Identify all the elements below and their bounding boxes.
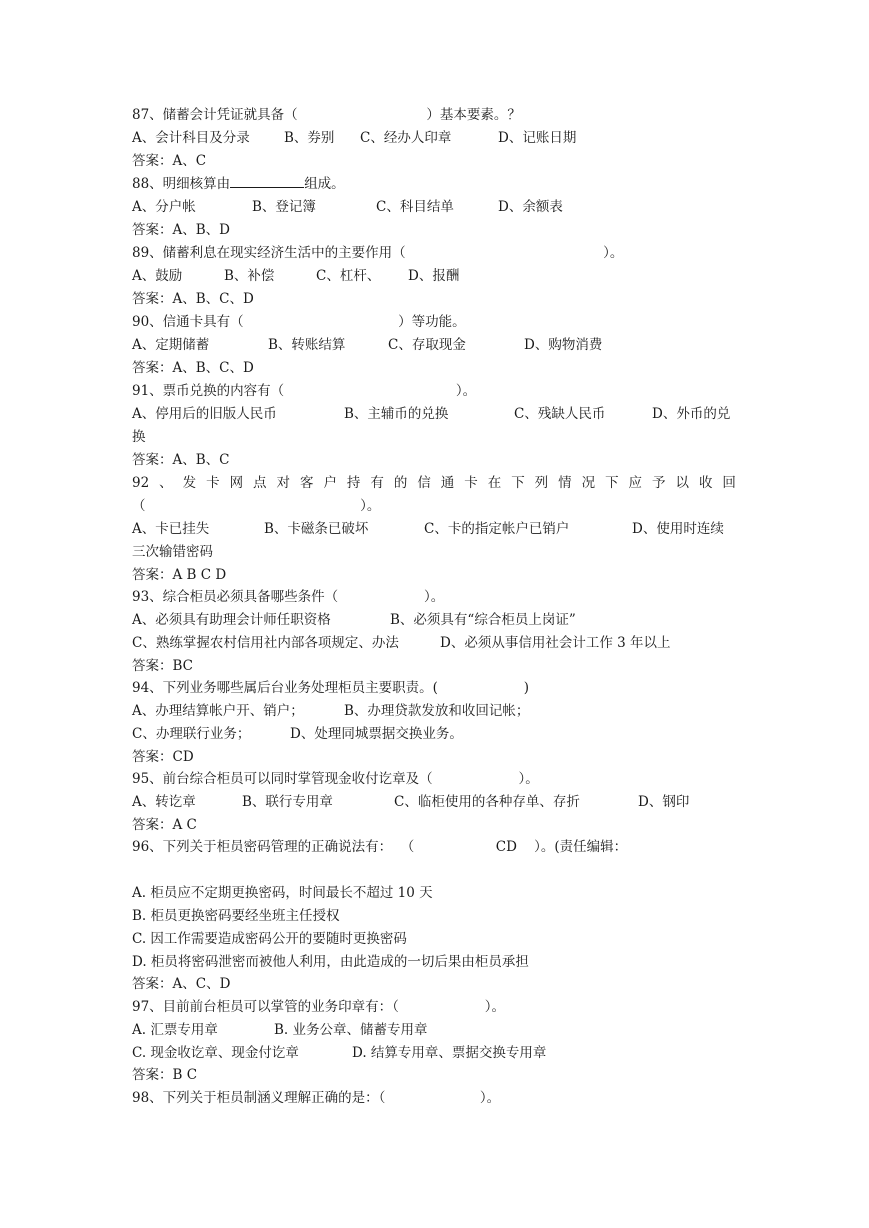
q95-option-d: D、钢印 — [638, 794, 690, 810]
q90-option-c: C、存取现金 — [388, 337, 466, 353]
q95-question: 95、前台综合柜员可以同时掌管现金收付讫章及（ ）。 — [132, 771, 539, 787]
q92-char: 信 — [417, 475, 431, 491]
q92-option-b: B、卡磁条已破坏 — [264, 521, 369, 537]
q97-option-d: D. 结算专用章、票据交换专用章 — [352, 1045, 547, 1061]
q89-option-a: A、鼓励 — [132, 268, 183, 284]
q92-option-a: A、卡已挂失 — [132, 521, 210, 537]
q91-option-a: A、停用后的旧版人民币 — [132, 406, 277, 422]
q92-char: 下 — [511, 475, 525, 491]
q92-question-cont: （ ）。 — [132, 498, 381, 514]
q94-options-row1 — [132, 700, 736, 722]
q95-option-b: B、联行专用章 — [242, 794, 333, 810]
q87-option-a: A、会计科目及分录 — [132, 130, 250, 146]
q91-question: 91、票币兑换的内容有（ ）。 — [132, 383, 477, 399]
q92-char: 卡 — [464, 475, 478, 491]
q89-option-c: C、杠杆、 — [316, 268, 381, 284]
q96-option-c: C. 因工作需要造成密码公开的要随时更换密码 — [132, 931, 407, 947]
q87-question: 87、储蓄会计凭证就具备（ ）基本要素。？ — [132, 107, 521, 123]
q96-option-b: B. 柜员更换密码要经坐班主任授权 — [132, 908, 340, 924]
q96-option-a: A. 柜员应不定期更换密码，时间最长不超过 10 天 — [132, 885, 433, 901]
q97-question: 97、目前前台柜员可以掌管的业务印章有：（ ）。 — [132, 999, 506, 1015]
q92-char: 点 — [253, 475, 267, 491]
q92-answer: 答案：A B C D — [132, 567, 227, 583]
q92-options — [132, 518, 736, 540]
q94-option-a: A、办理结算帐户开、销户； — [132, 703, 304, 719]
q90-option-b: B、转账结算 — [268, 337, 346, 353]
q89-option-b: B、补偿 — [224, 268, 275, 284]
q89-question: 89、储蓄利息在现实经济生活中的主要作用（ ）。 — [132, 245, 624, 261]
q95-option-a: A、转讫章 — [132, 794, 196, 810]
q90-option-d: D、购物消费 — [524, 337, 603, 353]
q97-option-a: A. 汇票专用章 — [132, 1022, 218, 1038]
q92-char: 予 — [652, 475, 666, 491]
q87-option-c: C、经办人印章 — [360, 130, 452, 146]
q96-question: 96、下列关于柜员密码管理的正确说法有： （ CD ）。(责任编辑： — [132, 839, 628, 855]
q92-char: 情 — [558, 475, 572, 491]
q88-option-b: B、登记簿 — [252, 199, 316, 215]
q88-question-start: 88、明细核算由 — [132, 176, 231, 192]
q92-char: 回 — [722, 475, 736, 491]
q95-answer: 答案：A C — [132, 817, 197, 833]
q94-answer: 答案：CD — [132, 749, 194, 765]
q93-option-d: D、必须从事信用社会计工作 3 年以上 — [440, 635, 671, 651]
q92-option-d-cont: 三次输错密码 — [132, 544, 213, 560]
q92-char: 下 — [605, 475, 619, 491]
q88-question-end: 组成。 — [304, 176, 345, 192]
q94-option-d: D、处理同城票据交换业务。 — [290, 726, 463, 742]
q92-char: 列 — [534, 475, 549, 491]
q91-options — [132, 403, 736, 425]
q92-question — [132, 472, 736, 494]
q88-option-d: D、余额表 — [498, 199, 563, 215]
q92-char: 以 — [675, 475, 689, 491]
q89-option-d: D、报酬 — [408, 268, 460, 284]
q94-option-b: B、办理贷款发放和收回记帐； — [344, 703, 530, 719]
q89-answer: 答案：A、B、C、D — [132, 291, 254, 307]
q93-options-row1 — [132, 609, 736, 631]
q88-answer: 答案：A、B、D — [132, 222, 230, 238]
q91-option-d-cont: 换 — [132, 429, 146, 445]
q95-option-c: C、临柜使用的各种存单、存折 — [394, 794, 580, 810]
q90-question: 90、信通卡具有（ ）等功能。 — [132, 314, 466, 330]
q95-options — [132, 791, 736, 813]
q88-option-a: A、分户帐 — [132, 199, 196, 215]
q92-char: 网 — [229, 475, 244, 491]
q91-option-c: C、残缺人民币 — [514, 406, 606, 422]
q87-option-d: D、记账日期 — [498, 130, 577, 146]
q92-option-c: C、卡的指定帐户已销户 — [424, 521, 570, 537]
q87-answer: 答案：A、C — [132, 153, 207, 169]
q90-options — [132, 334, 736, 356]
q96-option-d: D. 柜员将密码泄密而被他人利用，由此造成的一切后果由柜员承担 — [132, 954, 529, 970]
q92-char: 客 — [299, 475, 314, 491]
q92-char: 户 — [323, 475, 337, 491]
q96-answer: 答案：A、C、D — [132, 976, 231, 992]
q88-options — [132, 196, 736, 218]
q88-question — [132, 173, 345, 195]
q94-option-c: C、办理联行业务； — [132, 726, 251, 742]
q92-char: 有 — [370, 475, 384, 491]
q97-answer: 答案：B C — [132, 1067, 198, 1083]
q91-option-b: B、主辅币的兑换 — [344, 406, 449, 422]
q87-option-b: B、券别 — [284, 130, 335, 146]
q92-char: 通 — [440, 475, 455, 491]
q93-option-a: A、必须具有助理会计师任职资格 — [132, 612, 331, 628]
q89-options — [132, 265, 736, 287]
q91-option-d: D、外币的兑 — [652, 406, 731, 422]
q97-options-row2 — [132, 1042, 736, 1064]
q97-option-c: C. 现金收讫章、现金付讫章 — [132, 1045, 299, 1061]
q94-question: 94、下列业务哪些属后台业务处理柜员主要职责。( ) — [132, 680, 530, 696]
q92-char: 卡 — [206, 475, 220, 491]
q93-answer: 答案：BC — [132, 658, 194, 674]
q90-answer: 答案：A、B、C、D — [132, 360, 254, 376]
q98-question: 98、下列关于柜员制涵义理解正确的是：（ ）。 — [132, 1090, 501, 1106]
q92-char: 的 — [393, 475, 408, 491]
q94-options-row2 — [132, 723, 736, 745]
q92-char: 持 — [346, 475, 361, 491]
q90-option-a: A、定期储蓄 — [132, 337, 210, 353]
q92-char: 发 — [182, 475, 197, 491]
q88-blank — [230, 173, 304, 188]
q93-option-c: C、熟练掌握农村信用社内部各项规定、办法 — [132, 635, 399, 651]
q93-options-row2 — [132, 632, 736, 654]
q92-char: 况 — [581, 475, 596, 491]
q88-option-c: C、科目结单 — [376, 199, 454, 215]
q92-char: 对 — [276, 475, 290, 491]
q92-char: 、 — [159, 475, 173, 491]
q97-options-row1 — [132, 1019, 736, 1041]
q97-option-b: B. 业务公章、储蓄专用章 — [274, 1022, 428, 1038]
q92-char: 在 — [487, 475, 502, 491]
q92-char: 收 — [698, 475, 713, 491]
q92-char: 应 — [628, 475, 643, 491]
q93-question: 93、综合柜员必须具备哪些条件（ ）。 — [132, 589, 445, 605]
q87-options — [132, 127, 736, 149]
q91-answer: 答案：A、B、C — [132, 452, 230, 468]
q93-option-b: B、必须具有“综合柜员上岗证” — [390, 612, 576, 628]
q92-char: 92 — [132, 475, 150, 491]
q92-option-d: D、使用时连续 — [632, 521, 724, 537]
